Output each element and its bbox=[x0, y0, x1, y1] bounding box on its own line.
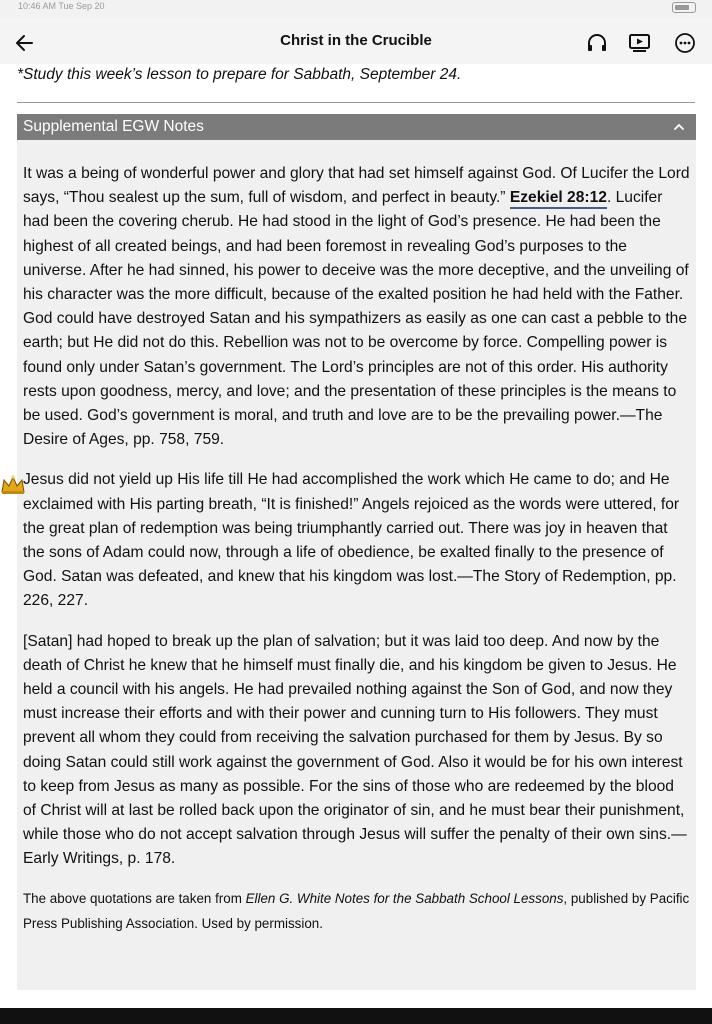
back-arrow-icon[interactable] bbox=[12, 30, 38, 56]
more-options-icon[interactable] bbox=[672, 30, 698, 56]
navigation-bar bbox=[0, 18, 712, 66]
footer-book-title: Ellen G. White Notes for the Sabbath School Lessons bbox=[245, 890, 564, 906]
status-bar bbox=[0, 0, 712, 18]
crown-icon[interactable] bbox=[0, 474, 26, 496]
page-title: Christ in the Crucible bbox=[280, 32, 432, 49]
headphones-icon[interactable] bbox=[584, 30, 610, 56]
divider bbox=[17, 102, 695, 103]
footer-start: The above quotations are taken from bbox=[23, 890, 246, 906]
paragraph-1-start: It was a being of wonderful power and glory that had set himself against God. Of Lucifer the Lord says, “Thou sealest up the sum, full of wisdom, and perfect in beauty.” bbox=[23, 165, 690, 207]
paragraph-2: God could have destroyed Satan and his sympathizers as easily as one can cast a pebble to the earth; but He did not do this. Rebellion was not to be overcome by force. Compelling power is found only under Satan’s government. The Lord’s principles are not of this order. His authority rests upon goodness, mercy, and love; and the presentation of these principles is the means to be used. God’s government is moral, and truth and love are to be the prevailing power.—The Desire of Ages, pp. 758, 759. bbox=[23, 310, 688, 449]
bottom-edge bbox=[0, 1008, 712, 1024]
study-note: *Study this week’s lesson to prepare for Sabbath, September 24. bbox=[17, 66, 462, 83]
footer-end: , published by Pacific Press Publishing Association. Used by permission. bbox=[23, 890, 690, 931]
paragraph-4: [Satan] had hoped to break up the plan of salvation; but it was laid too deep. And now by the death of Christ he knew that he himself must finally die, and his kingdom be given to Jesus. He held a council with his angels. He had prevailed nothing against the Son of God, and now they must increase their efforts and with their power and cunning turn to His followers. They must prevent all whom they could from receiving the salvation purchased for them by Jesus. By so doing Satan could still work against the government of God. Also it would be for his own interest to keep from Jesus as many as possible. For the sins of those who are redeemed by the blood of Christ will at last be rolled back upon the originator of sin, and he must bear their punishment, while those who do not accept salvation through Jesus will suffer the penalty of their own sins.—Early Writings, p. 178. bbox=[23, 632, 687, 868]
egw-notes-section bbox=[17, 114, 696, 990]
paragraph-1-end: . Lucifer had been the covering cherub. He had stood in the light of God’s presence. He had been the highest of all created beings, and had been foremost in revealing God’s purposes to the universe. After he had sinned, his power to deceive was the more deceptive, and the unveiling of his character was the more difficult, because of the exalted position he had held with the Father. bbox=[23, 189, 689, 304]
battery-icon bbox=[672, 2, 696, 13]
section-body bbox=[23, 162, 691, 936]
scripture-link[interactable]: Ezekiel 28:12 bbox=[510, 189, 607, 209]
paragraph-1 bbox=[23, 162, 691, 307]
status-time: 10:46 AM Tue Sep 20 bbox=[18, 1, 105, 11]
lesson-content bbox=[0, 64, 712, 1008]
section-title: Supplemental EGW Notes bbox=[23, 118, 204, 135]
section-header[interactable] bbox=[17, 114, 696, 140]
play-video-icon[interactable] bbox=[627, 30, 653, 56]
chevron-up-icon[interactable] bbox=[672, 120, 686, 134]
paragraph-3: Jesus did not yield up His life till He had accomplished the work which He came to do; and He exclaimed with His parting breath, “It is finished!” Angels rejoiced as the words were uttered, for the great plan of redemption was being triumphantly carried out. There was joy in heaven that the sons of Adam could now, through a life of obedience, be exalted finally to the presence of God. Satan was defeated, and knew that his kingdom was lost.—The Story of Redemption, pp. 226, 227. bbox=[23, 471, 680, 610]
permission-footer bbox=[23, 886, 691, 936]
